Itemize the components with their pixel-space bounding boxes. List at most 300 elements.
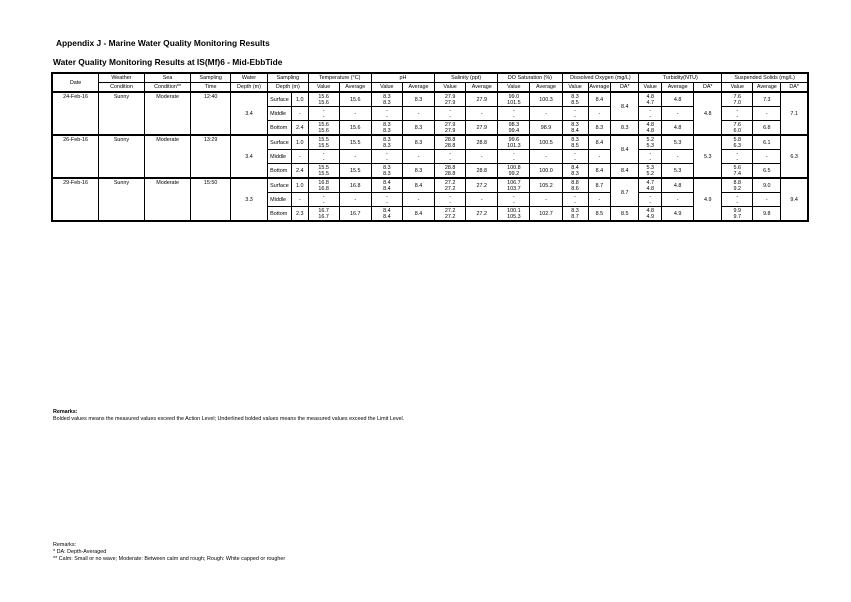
temp-value-cell-1: 15.6 bbox=[318, 121, 329, 128]
do-value-cell-2: 8.3 bbox=[571, 170, 579, 177]
header-sampling-time-2: Time bbox=[191, 83, 230, 93]
temp-average-cell: - bbox=[339, 150, 371, 164]
header-tur-value: Value bbox=[639, 83, 662, 93]
sea-condition-cell: Moderate bbox=[144, 92, 191, 135]
header-salinity: Salinity (ppt) bbox=[435, 73, 498, 83]
ss-value-cell bbox=[722, 135, 753, 150]
do-saturation-average-cell: 100.5 bbox=[530, 135, 562, 150]
temp-value-cell bbox=[308, 107, 339, 121]
do-saturation-value-cell bbox=[498, 107, 530, 121]
layer-name-cell: Bottom bbox=[268, 121, 292, 136]
salinity-value-cell-2: - bbox=[449, 199, 451, 206]
ss-average-cell: 7.3 bbox=[753, 92, 781, 107]
turbidity-average-cell: - bbox=[662, 193, 694, 207]
ss-average-cell: - bbox=[753, 107, 781, 121]
ss-value-cell bbox=[722, 150, 753, 164]
ph-value-cell-1: 8.3 bbox=[383, 93, 391, 100]
header-dos-value: Value bbox=[498, 83, 530, 93]
turbidity-value-cell-2: 4.7 bbox=[646, 99, 654, 106]
temp-value-cell-1: 16.7 bbox=[318, 207, 329, 214]
do-saturation-value-cell-1: - bbox=[512, 193, 515, 200]
salinity-average-cell: 27.2 bbox=[466, 207, 498, 222]
do-da-cell: 8.3 bbox=[611, 121, 639, 136]
salinity-value-cell-2: 27.2 bbox=[444, 213, 456, 220]
do-saturation-value-cell bbox=[498, 207, 530, 222]
water-depth-cell: 3.3 bbox=[230, 178, 267, 221]
ph-value-cell-1: 8.3 bbox=[383, 121, 391, 128]
salinity-average-cell: - bbox=[466, 150, 498, 164]
header-ss-value: Value bbox=[722, 83, 753, 93]
salinity-value-cell-1: 27.9 bbox=[444, 93, 456, 100]
temp-value-cell-1: 16.8 bbox=[318, 179, 329, 186]
do-value-cell bbox=[562, 121, 588, 136]
turbidity-value-cell-1: 4.8 bbox=[646, 207, 654, 214]
salinity-value-cell-2: 27.2 bbox=[444, 185, 456, 192]
do-saturation-value-cell bbox=[498, 92, 530, 107]
header-suspended-solids: Suspended Solids (mg/L) bbox=[722, 73, 808, 83]
temp-value-cell bbox=[308, 164, 339, 179]
ph-average-cell: 8.3 bbox=[402, 135, 434, 150]
do-saturation-average-cell: - bbox=[530, 150, 562, 164]
temp-value-cell bbox=[308, 207, 339, 222]
header-ph-value: Value bbox=[371, 83, 402, 93]
ss-average-cell: 6.5 bbox=[753, 164, 781, 179]
temp-average-cell: 16.7 bbox=[339, 207, 371, 222]
ph-value-cell-2: 8.3 bbox=[383, 142, 391, 149]
do-value-cell-2: 8.4 bbox=[571, 127, 579, 134]
do-value-cell-1: 8.8 bbox=[571, 179, 579, 186]
do-value-cell-2: - bbox=[574, 113, 576, 120]
layer-name-cell: Bottom bbox=[268, 207, 292, 222]
ph-value-cell bbox=[371, 121, 402, 136]
temp-average-cell: - bbox=[339, 193, 371, 207]
temp-value-cell-2: - bbox=[322, 156, 325, 163]
turbidity-value-cell bbox=[639, 107, 662, 121]
temp-value-cell-2: 15.6 bbox=[318, 99, 329, 106]
do-saturation-value-cell bbox=[498, 121, 530, 136]
salinity-average-cell: 27.9 bbox=[466, 121, 498, 136]
turbidity-value-cell bbox=[639, 150, 662, 164]
ss-average-cell: 6.8 bbox=[753, 121, 781, 136]
weather-cell: Sunny bbox=[99, 92, 145, 135]
ss-value-cell bbox=[722, 207, 753, 222]
turbidity-average-cell: 4.9 bbox=[662, 207, 694, 222]
salinity-value-cell-1: 28.8 bbox=[444, 164, 456, 171]
ss-value-cell-1: 5.6 bbox=[733, 164, 742, 171]
temp-average-cell: 15.5 bbox=[339, 135, 371, 150]
do-value-cell-1: 8.4 bbox=[571, 164, 579, 171]
temp-value-cell bbox=[308, 92, 339, 107]
salinity-average-cell: - bbox=[466, 193, 498, 207]
ph-average-cell: - bbox=[402, 107, 434, 121]
do-saturation-value-cell-2: 99.2 bbox=[508, 170, 520, 177]
do-saturation-average-cell: - bbox=[530, 193, 562, 207]
sea-condition-cell: Moderate bbox=[144, 135, 191, 178]
ss-value-cell-1: 5.8 bbox=[733, 136, 742, 143]
turbidity-value-cell-1: 5.2 bbox=[646, 136, 654, 143]
turbidity-value-cell-2: - bbox=[649, 199, 652, 206]
temp-value-cell-1: - bbox=[322, 150, 325, 157]
ss-average-cell: - bbox=[753, 193, 781, 207]
turbidity-value-cell bbox=[639, 207, 662, 222]
ph-value-cell-1: - bbox=[385, 193, 388, 200]
ph-value-cell-1: - bbox=[385, 150, 388, 157]
salinity-value-cell-2: - bbox=[449, 156, 451, 163]
sampling-depth-cell: 2.3 bbox=[291, 207, 308, 222]
do-average-cell: - bbox=[588, 193, 611, 207]
header-ph: pH bbox=[371, 73, 434, 83]
turbidity-value-cell-1: 4.8 bbox=[646, 121, 654, 128]
do-value-cell-2: 8.5 bbox=[571, 142, 579, 149]
header-dos-average: Average bbox=[530, 83, 562, 93]
do-average-cell: 8.4 bbox=[588, 135, 611, 150]
header-temp-average: Average bbox=[339, 83, 371, 93]
do-saturation-value-cell-2: - bbox=[512, 113, 515, 120]
turbidity-value-cell bbox=[639, 164, 662, 179]
temp-value-cell-1: 15.5 bbox=[318, 164, 329, 171]
do-value-cell bbox=[562, 150, 588, 164]
turbidity-value-cell-2: - bbox=[649, 113, 652, 120]
do-saturation-average-cell: 100.3 bbox=[530, 92, 562, 107]
do-da-cell: 8.4 bbox=[611, 164, 639, 179]
do-saturation-value-cell bbox=[498, 193, 530, 207]
ss-value-cell-2: 6.0 bbox=[733, 127, 742, 134]
do-saturation-value-cell bbox=[498, 164, 530, 179]
table-row bbox=[52, 92, 808, 107]
do-saturation-value-cell-2: 105.3 bbox=[507, 213, 521, 220]
sampling-depth-cell: 2.4 bbox=[291, 164, 308, 179]
do-value-cell-1: 8.3 bbox=[571, 93, 579, 100]
header-do-saturation: DO Saturation (%) bbox=[498, 73, 562, 83]
turbidity-average-cell: 4.8 bbox=[662, 178, 694, 193]
sampling-depth-cell: 1.0 bbox=[291, 178, 308, 193]
header-turbidity: Turbidity(NTU) bbox=[639, 73, 722, 83]
water-depth-cell: 3.4 bbox=[230, 92, 267, 135]
ss-value-cell-1: - bbox=[736, 193, 739, 200]
ph-value-cell-2: - bbox=[385, 199, 388, 206]
temp-value-cell-2: 16.8 bbox=[318, 185, 329, 192]
ph-value-cell bbox=[371, 107, 402, 121]
temp-value-cell bbox=[308, 135, 339, 150]
turbidity-value-cell-1: 5.3 bbox=[646, 164, 654, 171]
ss-value-cell-1: 7.6 bbox=[733, 93, 742, 100]
salinity-value-cell-2: 28.8 bbox=[444, 142, 456, 149]
temp-value-cell-1: 15.5 bbox=[318, 136, 329, 143]
ss-value-cell bbox=[722, 164, 753, 179]
footnote-heading: Remarks: bbox=[53, 542, 77, 548]
ph-average-cell: 8.4 bbox=[402, 207, 434, 222]
table-row bbox=[52, 178, 808, 193]
salinity-value-cell bbox=[435, 107, 466, 121]
turbidity-value-cell-1: - bbox=[649, 150, 652, 157]
ph-value-cell bbox=[371, 164, 402, 179]
do-value-cell-1: 8.3 bbox=[571, 207, 579, 214]
do-average-cell: 8.4 bbox=[588, 164, 611, 179]
temp-value-cell bbox=[308, 121, 339, 136]
do-value-cell-1: - bbox=[574, 107, 576, 114]
salinity-value-cell-1: - bbox=[449, 193, 451, 200]
page-title: Appendix J - Marine Water Quality Monitoring Results bbox=[56, 38, 270, 48]
turbidity-da-cell: 5.3 bbox=[694, 135, 722, 178]
ss-value-cell-2: - bbox=[736, 113, 739, 120]
turbidity-average-cell: 5.3 bbox=[662, 164, 694, 179]
do-saturation-value-cell bbox=[498, 135, 530, 150]
header-weather-2: Condition bbox=[99, 83, 145, 93]
do-average-cell: - bbox=[588, 107, 611, 121]
layer-name-cell: Surface bbox=[268, 92, 292, 107]
turbidity-average-cell: - bbox=[662, 150, 694, 164]
do-value-cell-2: - bbox=[574, 199, 576, 206]
salinity-value-cell-1: 28.8 bbox=[444, 136, 456, 143]
header-do-da: DA* bbox=[611, 83, 639, 93]
turbidity-value-cell-2: 5.3 bbox=[646, 142, 654, 149]
ss-da-cell: 7.1 bbox=[781, 92, 808, 135]
salinity-value-cell-1: - bbox=[449, 107, 451, 114]
ss-value-cell-2: - bbox=[736, 199, 739, 206]
weather-cell: Sunny bbox=[99, 178, 145, 221]
ph-value-cell-2: - bbox=[385, 156, 388, 163]
do-value-cell bbox=[562, 92, 588, 107]
do-saturation-value-cell-1: 106.7 bbox=[507, 179, 521, 186]
header-sampling-time: Sampling bbox=[191, 73, 230, 83]
ph-average-cell: 8.4 bbox=[402, 178, 434, 193]
turbidity-average-cell: - bbox=[662, 107, 694, 121]
ph-value-cell bbox=[371, 207, 402, 222]
ph-value-cell-1: - bbox=[385, 107, 388, 114]
turbidity-value-cell-1: 4.7 bbox=[646, 179, 654, 186]
ph-value-cell-1: 8.4 bbox=[383, 179, 391, 186]
header-tur-average: Average bbox=[662, 83, 694, 93]
header-do-average: Average bbox=[589, 84, 610, 90]
ss-value-cell-1: 9.9 bbox=[733, 207, 742, 214]
do-value-cell-2: 8.5 bbox=[571, 99, 579, 106]
temp-value-cell-2: - bbox=[322, 199, 325, 206]
ph-average-cell: 8.3 bbox=[402, 164, 434, 179]
do-value-cell bbox=[562, 193, 588, 207]
salinity-average-cell: 27.9 bbox=[466, 92, 498, 107]
header-ss-average: Average bbox=[753, 83, 781, 93]
turbidity-da-cell: 4.9 bbox=[694, 178, 722, 221]
turbidity-value-cell-2: 5.2 bbox=[646, 170, 654, 177]
ss-value-cell-2: 7.4 bbox=[733, 170, 742, 177]
ph-value-cell-2: 8.3 bbox=[383, 127, 391, 134]
ss-average-cell: - bbox=[753, 150, 781, 164]
do-saturation-value-cell-2: - bbox=[512, 199, 515, 206]
do-value-cell-1: 8.3 bbox=[571, 121, 579, 128]
ss-value-cell bbox=[722, 178, 753, 193]
temp-value-cell bbox=[308, 150, 339, 164]
do-saturation-value-cell-1: 98.3 bbox=[508, 121, 520, 128]
layer-name-cell: Surface bbox=[268, 178, 292, 193]
do-value-cell-1: 8.3 bbox=[571, 136, 579, 143]
layer-name-cell: Surface bbox=[268, 135, 292, 150]
header-sea: Sea bbox=[144, 73, 191, 83]
do-value-cell bbox=[562, 178, 588, 193]
ss-value-cell bbox=[722, 107, 753, 121]
salinity-value-cell-1: 27.9 bbox=[444, 121, 456, 128]
header-water-depth: Water bbox=[230, 73, 267, 83]
temp-average-cell: 15.6 bbox=[339, 121, 371, 136]
salinity-value-cell bbox=[435, 193, 466, 207]
sampling-depth-cell: 1.0 bbox=[291, 92, 308, 107]
header-sea-2: Condition** bbox=[144, 83, 191, 93]
turbidity-value-cell bbox=[639, 135, 662, 150]
header-sampling-depth-2: Depth (m) bbox=[268, 83, 308, 93]
do-value-cell bbox=[562, 135, 588, 150]
salinity-average-cell: 28.8 bbox=[466, 135, 498, 150]
salinity-value-cell bbox=[435, 150, 466, 164]
salinity-value-cell-2: 27.9 bbox=[444, 127, 456, 134]
salinity-value-cell-1: - bbox=[449, 150, 451, 157]
remarks-footnotes bbox=[53, 542, 285, 563]
salinity-value-cell bbox=[435, 178, 466, 193]
header-water-depth-2: Depth (m) bbox=[230, 83, 267, 93]
do-value-cell bbox=[562, 107, 588, 121]
do-average-cell: 8.3 bbox=[588, 121, 611, 136]
do-saturation-value-cell bbox=[498, 150, 530, 164]
ph-value-cell-2: 8.4 bbox=[383, 185, 391, 192]
header-dissolved-oxygen: Dissolved Oxygen (mg/L) bbox=[562, 73, 639, 83]
ss-value-cell-2: 9.2 bbox=[733, 185, 742, 192]
do-da-cell: 8.5 bbox=[611, 207, 639, 222]
sampling-time-cell: 13:29 bbox=[191, 135, 230, 178]
turbidity-value-cell-2: - bbox=[649, 156, 652, 163]
do-average-cell: 8.4 bbox=[588, 92, 611, 107]
ph-average-cell: 8.3 bbox=[402, 92, 434, 107]
turbidity-value-cell-2: 4.8 bbox=[646, 127, 654, 134]
ss-value-cell-1: 8.8 bbox=[733, 179, 742, 186]
layer-name-cell: Middle bbox=[268, 107, 292, 121]
header-ss-da: DA* bbox=[781, 83, 808, 93]
temp-average-cell: 16.8 bbox=[339, 178, 371, 193]
do-saturation-value-cell-2: 99.4 bbox=[508, 127, 520, 134]
header-date: Date bbox=[52, 73, 99, 92]
temp-average-cell: 15.6 bbox=[339, 92, 371, 107]
header-sampling-depth: Sampling bbox=[268, 73, 308, 83]
layer-name-cell: Middle bbox=[268, 193, 292, 207]
ph-value-cell bbox=[371, 150, 402, 164]
do-saturation-value-cell-1: - bbox=[512, 107, 515, 114]
turbidity-value-cell bbox=[639, 193, 662, 207]
temp-value-cell-1: - bbox=[322, 107, 325, 114]
temp-value-cell bbox=[308, 193, 339, 207]
do-da-cell: 8.4 bbox=[611, 92, 639, 121]
turbidity-average-cell: 4.8 bbox=[662, 92, 694, 107]
do-saturation-average-cell: 102.7 bbox=[530, 207, 562, 222]
do-average-cell: 8.7 bbox=[588, 178, 611, 193]
do-saturation-average-cell: - bbox=[530, 107, 562, 121]
footnote-sea-condition: ** Calm: Small or no wave; Moderate: Between calm and rough; Rough: White capped or rougher bbox=[53, 556, 286, 562]
salinity-average-cell: 28.8 bbox=[466, 164, 498, 179]
salinity-value-cell-1: 27.2 bbox=[444, 207, 456, 214]
ss-value-cell-2: 9.7 bbox=[733, 213, 742, 220]
sea-condition-cell: Moderate bbox=[144, 178, 191, 221]
do-average-cell: - bbox=[588, 150, 611, 164]
layer-name-cell: Bottom bbox=[268, 164, 292, 179]
do-da-cell: 8.4 bbox=[611, 135, 639, 164]
turbidity-average-cell: 4.8 bbox=[662, 121, 694, 136]
header-temperature: Temperature (°C) bbox=[308, 73, 371, 83]
ss-value-cell-2: 6.3 bbox=[733, 142, 742, 149]
header-sal-value: Value bbox=[435, 83, 466, 93]
ss-average-cell: 6.1 bbox=[753, 135, 781, 150]
ph-value-cell-2: 8.3 bbox=[383, 99, 391, 106]
ss-value-cell-1: - bbox=[736, 150, 739, 157]
do-saturation-value-cell-2: 103.7 bbox=[507, 185, 521, 192]
ph-average-cell: - bbox=[402, 193, 434, 207]
header-sal-average: Average bbox=[466, 83, 498, 93]
temp-value-cell-2: 16.7 bbox=[318, 213, 329, 220]
ph-average-cell: 8.3 bbox=[402, 121, 434, 136]
footnote-da: * DA: Depth-Averaged bbox=[53, 549, 107, 555]
ss-average-cell: 9.0 bbox=[753, 178, 781, 193]
salinity-value-cell-2: 28.8 bbox=[444, 170, 456, 177]
do-value-cell-2: 8.6 bbox=[571, 185, 579, 192]
ss-da-cell: 6.3 bbox=[781, 135, 808, 178]
do-value-cell-1: - bbox=[574, 193, 576, 200]
header-tur-da: DA* bbox=[694, 83, 722, 93]
do-saturation-value-cell-2: 101.5 bbox=[507, 99, 521, 106]
do-saturation-value-cell-2: 101.3 bbox=[507, 142, 521, 149]
ph-value-cell bbox=[371, 135, 402, 150]
water-quality-table bbox=[51, 72, 809, 222]
ph-average-cell: - bbox=[402, 150, 434, 164]
temp-value-cell-1: - bbox=[322, 193, 325, 200]
table-row bbox=[52, 135, 808, 150]
ss-average-cell: 9.8 bbox=[753, 207, 781, 222]
date-cell: 26-Feb-16 bbox=[52, 135, 99, 178]
turbidity-average-cell: 5.3 bbox=[662, 135, 694, 150]
turbidity-value-cell bbox=[639, 178, 662, 193]
do-value-cell-1: - bbox=[574, 150, 576, 157]
ph-value-cell bbox=[371, 193, 402, 207]
salinity-value-cell bbox=[435, 135, 466, 150]
salinity-value-cell-2: 27.9 bbox=[444, 99, 456, 106]
ph-value-cell-1: 8.4 bbox=[383, 207, 391, 214]
date-cell: 29-Feb-16 bbox=[52, 178, 99, 221]
ph-value-cell bbox=[371, 92, 402, 107]
turbidity-da-cell: 4.8 bbox=[694, 92, 722, 135]
sampling-depth-cell: 2.4 bbox=[291, 121, 308, 136]
do-saturation-average-cell: 98.9 bbox=[530, 121, 562, 136]
remarks-action-level bbox=[53, 409, 404, 423]
do-saturation-value-cell bbox=[498, 178, 530, 193]
turbidity-value-cell-2: 4.8 bbox=[646, 185, 654, 192]
salinity-value-cell bbox=[435, 92, 466, 107]
do-saturation-value-cell-1: 99.0 bbox=[508, 93, 520, 100]
ss-value-cell bbox=[722, 92, 753, 107]
ph-value-cell-2: - bbox=[385, 113, 388, 120]
salinity-average-cell: 27.2 bbox=[466, 178, 498, 193]
temp-value-cell-2: 15.5 bbox=[318, 142, 329, 149]
ph-value-cell bbox=[371, 178, 402, 193]
do-saturation-average-cell: 105.2 bbox=[530, 178, 562, 193]
sampling-depth-cell: 1.0 bbox=[291, 135, 308, 150]
temp-average-cell: 15.5 bbox=[339, 164, 371, 179]
do-value-cell bbox=[562, 164, 588, 179]
do-saturation-value-cell-1: 100.8 bbox=[507, 164, 521, 171]
sampling-time-cell: 15:50 bbox=[191, 178, 230, 221]
do-saturation-value-cell-2: - bbox=[512, 156, 515, 163]
header-temp-value: Value bbox=[308, 83, 339, 93]
ss-value-cell bbox=[722, 121, 753, 136]
do-saturation-average-cell: 100.0 bbox=[530, 164, 562, 179]
ss-value-cell bbox=[722, 193, 753, 207]
water-depth-cell: 3.4 bbox=[230, 135, 267, 178]
sampling-depth-cell: - bbox=[291, 107, 308, 121]
do-value-cell-2: - bbox=[574, 156, 576, 163]
turbidity-value-cell bbox=[639, 92, 662, 107]
